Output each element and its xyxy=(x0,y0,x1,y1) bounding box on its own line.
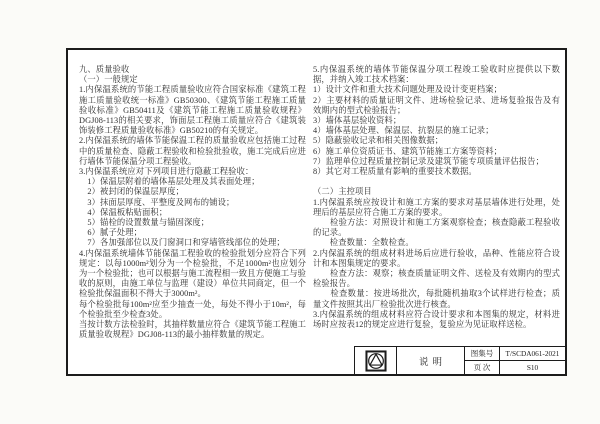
paragraph: 7）各加强部位以及门窗洞口和穿墙管线部位的处理； xyxy=(79,238,285,248)
paragraph: 2.内保温系统的墙体节能保温工程的质量验收应包括施工过程中的质量检查、隐蔽工程验收和检验批验收，施工完成后应进行墙体节能保温分项工程验收。 xyxy=(79,136,306,166)
paragraph: 检查方法：观察；核查质量证明文件、送检及有效期内的型式检验报告。 xyxy=(313,269,560,289)
paragraph: 1）设计文件和重大技术问题处理及设计变更档案； xyxy=(313,85,502,95)
page-no-label: 页 次 xyxy=(465,361,500,374)
paragraph: 九、质量验收 xyxy=(79,65,130,74)
drawing-sheet xyxy=(66,48,567,376)
title-block-grid xyxy=(465,347,565,374)
sheet-name-cell xyxy=(397,347,465,374)
paragraph: 6）腻子处理； xyxy=(79,228,143,238)
circle-triangle-logo-icon xyxy=(365,350,387,372)
sheet-name: 说明 xyxy=(418,357,446,368)
paragraph: 3）墙体基层验收资料； xyxy=(313,116,402,126)
paragraph: 检验方法：对照设计和施工方案观察检查；核查隐蔽工程验收的记录。 xyxy=(313,218,560,238)
paragraph: 6）施工单位资质证书、建筑节能施工方案等资料； xyxy=(313,146,502,156)
atlas-no-value: T/SCDA061-2021 xyxy=(505,349,560,358)
page-no-row xyxy=(465,361,565,374)
page-no-value: S10 xyxy=(526,363,539,372)
paragraph: 7）监理单位过程质量控制记录及建筑节能专项质量评估报告； xyxy=(313,156,544,166)
paragraph: 检查数量：按进场批次，每批随机抽取3个试样进行检查；质量文件按照其出厂检验批次进行核查。 xyxy=(313,289,560,309)
paragraph: 当按计数方法检验时，其抽样数量应符合《建筑节能工程施工质量验收规程》DGJ08-113的最小抽样数量的规定。 xyxy=(79,320,306,340)
paragraph: 4.内保温系统墙体节能保温工程验收的检验批划分应符合下列规定：以每1000m²划分为一个检验批，不足1000m²也应划分为一个检验批；也可以根据与施工流程相一致且方便施工与验收的原则，由施工单位与监理（建设）单位共同商定，但一个检验批保温面积不得大于3000m²。 xyxy=(79,248,306,299)
paragraph: 5.内保温系统的墙体节能保温分项工程竣工验收时应提供以下数据，并纳入竣工技术档案： xyxy=(313,65,560,85)
paragraph: 3.内保温系统应对下列项目进行隐蔽工程验收： xyxy=(79,167,254,177)
paragraph: 2）主要材料的质量证明文件、进场检验记录、进场复验报告及有效期内的型式检验报告； xyxy=(313,95,560,115)
left-text-column xyxy=(79,65,306,340)
paragraph: 1.内保温系统的节能工程质量验收应符合国家标准《建筑工程施工质量验收统一标准》GB50300、《建筑节能工程施工质量验收标准》GB50411及《建筑节能工程施工质量验收规程》DGJ08-113的相关要求，饰面层工程施工质量应符合《建筑装饰装修工程质量验收标准》GB50210的有关规定。 xyxy=(79,85,306,136)
title-block xyxy=(354,346,565,374)
paragraph: 3.内保温系统的组成材料应符合设计要求和本图集的规定，材料进场时应按表12的规定应进行复验，复验应为见证取样送检。 xyxy=(313,309,560,330)
atlas-no-label: 图集号 xyxy=(465,347,500,360)
atlas-no-row xyxy=(465,347,565,361)
paragraph: 检查数量：全数检查。 xyxy=(313,238,414,248)
paragraph: 8）其它对工程质量有影响的重要技术数据。 xyxy=(313,167,477,177)
paragraph: 1）保温层附着的墙体基层处理及其表面处理； xyxy=(79,177,260,187)
paragraph: 1.内保温系统应按设计和施工方案的要求对基层墙体进行处理，处理后的基层应符合施工方案的要求。 xyxy=(313,197,560,217)
paragraph: 5）隐蔽验收记录和相关图像数据； xyxy=(313,136,444,146)
paragraph: （一）一般规定 xyxy=(79,75,138,85)
title-block-logo-cell xyxy=(355,347,397,374)
paragraph: 4）墙体基层处理、保温层、抗裂层的施工记录； xyxy=(313,126,494,136)
paragraph: 2）被封闭的保温层厚度； xyxy=(79,187,185,197)
paragraph: 5）锚栓的设置数量与锚固深度； xyxy=(79,218,210,228)
right-text-column xyxy=(313,65,560,330)
paragraph xyxy=(313,177,560,187)
paragraph: 4）保温板粘贴面积； xyxy=(79,207,168,217)
paragraph: （二）主控项目 xyxy=(313,187,372,197)
paragraph: 3）抹面层厚度、平整度及网布的铺设； xyxy=(79,197,235,207)
paragraph: 2.内保温系统的组成材料进场后应进行验收，品种、性能应符合设计和本图集规定的要求。 xyxy=(313,248,560,268)
paragraph: 每个检验批每100m²应至少抽查一处，每处不得小于10m²，每个检验批至少检查3处。 xyxy=(79,299,306,319)
